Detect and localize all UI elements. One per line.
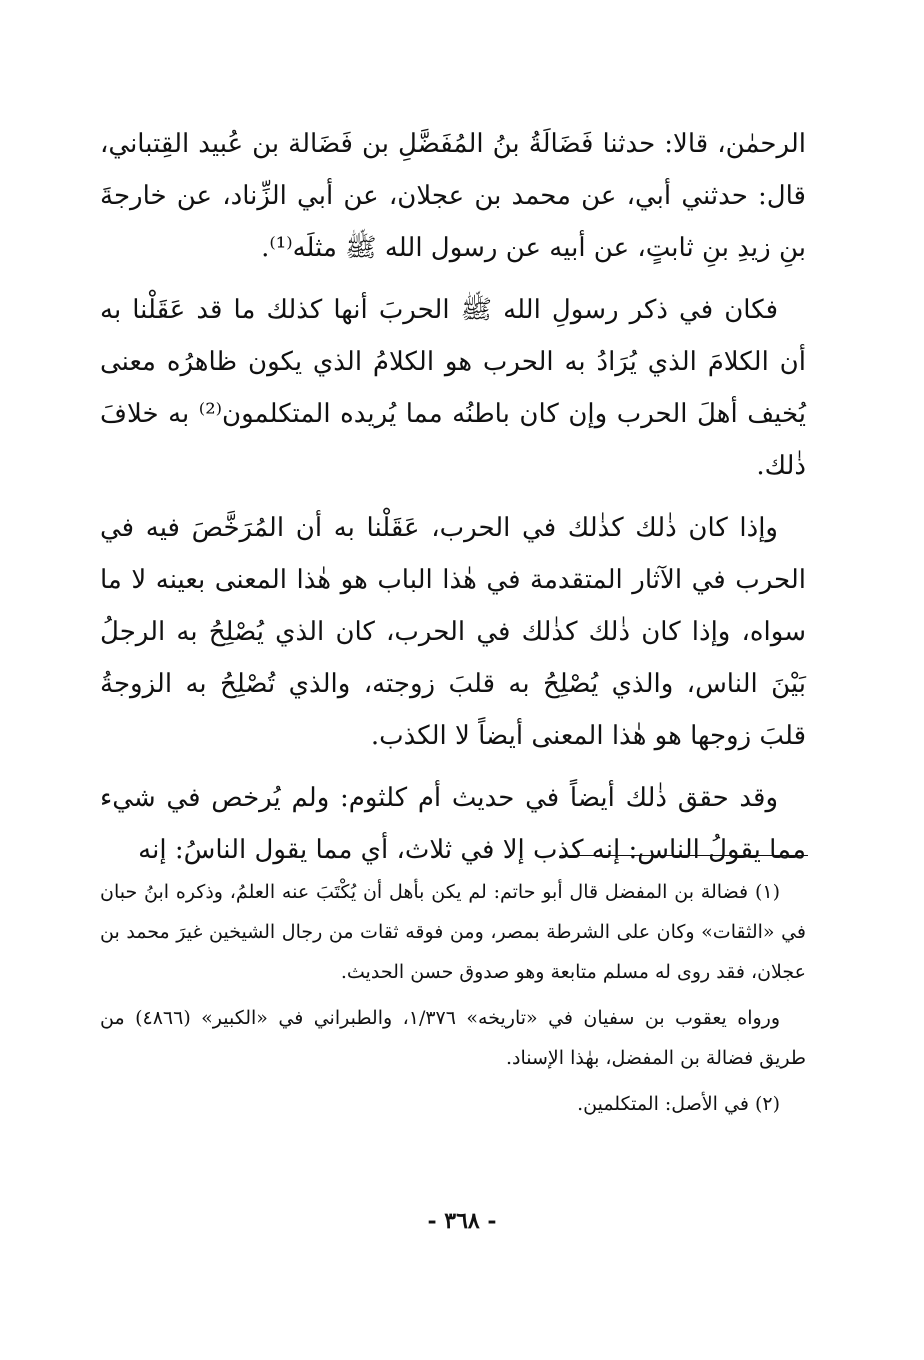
page-number: - ٣٦٨ - — [427, 1208, 497, 1234]
footnote-1-continuation: ورواه يعقوب بن سفيان في «تاريخه» ١/٣٧٦، والطبراني في «الكبير» (٤٨٦٦) من طريق فضالة بن المفضل، بهٰذا الإسناد. — [100, 1007, 806, 1069]
paragraph: وإذا كان ذٰلك كذٰلك في الحرب، عَقَلْنا به أن المُرَخَّصَ فيه في الحرب في الآثار المتقدمة في هٰذا الباب هو هٰذا المعنى بعينه لا ما سواه، وإذا كان ذٰلك كذٰلك في الحرب، كان الذي يُصْلِحُ به الرجلُ بَيْنَ الناس، والذي يُصْلِحُ به قلبَ زوجته، والذي تُصْلِحُ به الزوجةُ قلبَ زوجها هو هٰذا المعنى أيضاً لا الكذب. — [100, 513, 806, 751]
footnote-2: (٢) في الأصل: المتكلمين. — [577, 1093, 780, 1115]
footnotes-section — [100, 872, 806, 1130]
paragraph: وقد حقق ذٰلك أيضاً في حديث أم كلثوم: ولم يُرخص في شيء مما يقولُ الناس: إنه كذب إلا في ثلاث، أي مما يقول الناسُ: إنه — [100, 783, 806, 865]
main-text-body — [100, 118, 806, 886]
footnote-1: (١) فضالة بن المفضل قال أبو حاتم: لم يكن بأهل أن يُكْتَبَ عنه العلمُ، وذكره ابنُ حبان في «الثقات» وكان على الشرطة بمصر، ومن فوقه ثقات من رجال الشيخين غيرَ محمد بن عجلان، فقد روى له مسلم متابعة وهو صدوق حسن الحديث. — [100, 881, 806, 983]
paragraph-continuation: الرحمٰن، قالا: حدثنا فَضَالَةُ بنُ المُفَضَّلِ بن فَضَالة بن عُبيد القِتباني، قال: حدثني أبي، عن محمد بن عجلان، عن أبي الزِّناد، عن خارجةَ بنِ زيدِ بنِ ثابتٍ، عن أبيه عن رسول الله ﷺ مثلَه⁽¹⁾. — [100, 129, 806, 263]
paragraph: فكان في ذكر رسولِ الله ﷺ الحربَ أنها كذلك ما قد عَقَلْنا به أن الكلامَ الذي يُرَادُ به الحرب هو الكلامُ الذي يكون ظاهرُه معنى يُخيف أهلَ الحرب وإن كان باطنُه مما يُريده المتكلمون⁽²⁾ به خلافَ ذٰلك. — [100, 295, 806, 481]
footnote-separator — [560, 855, 808, 856]
